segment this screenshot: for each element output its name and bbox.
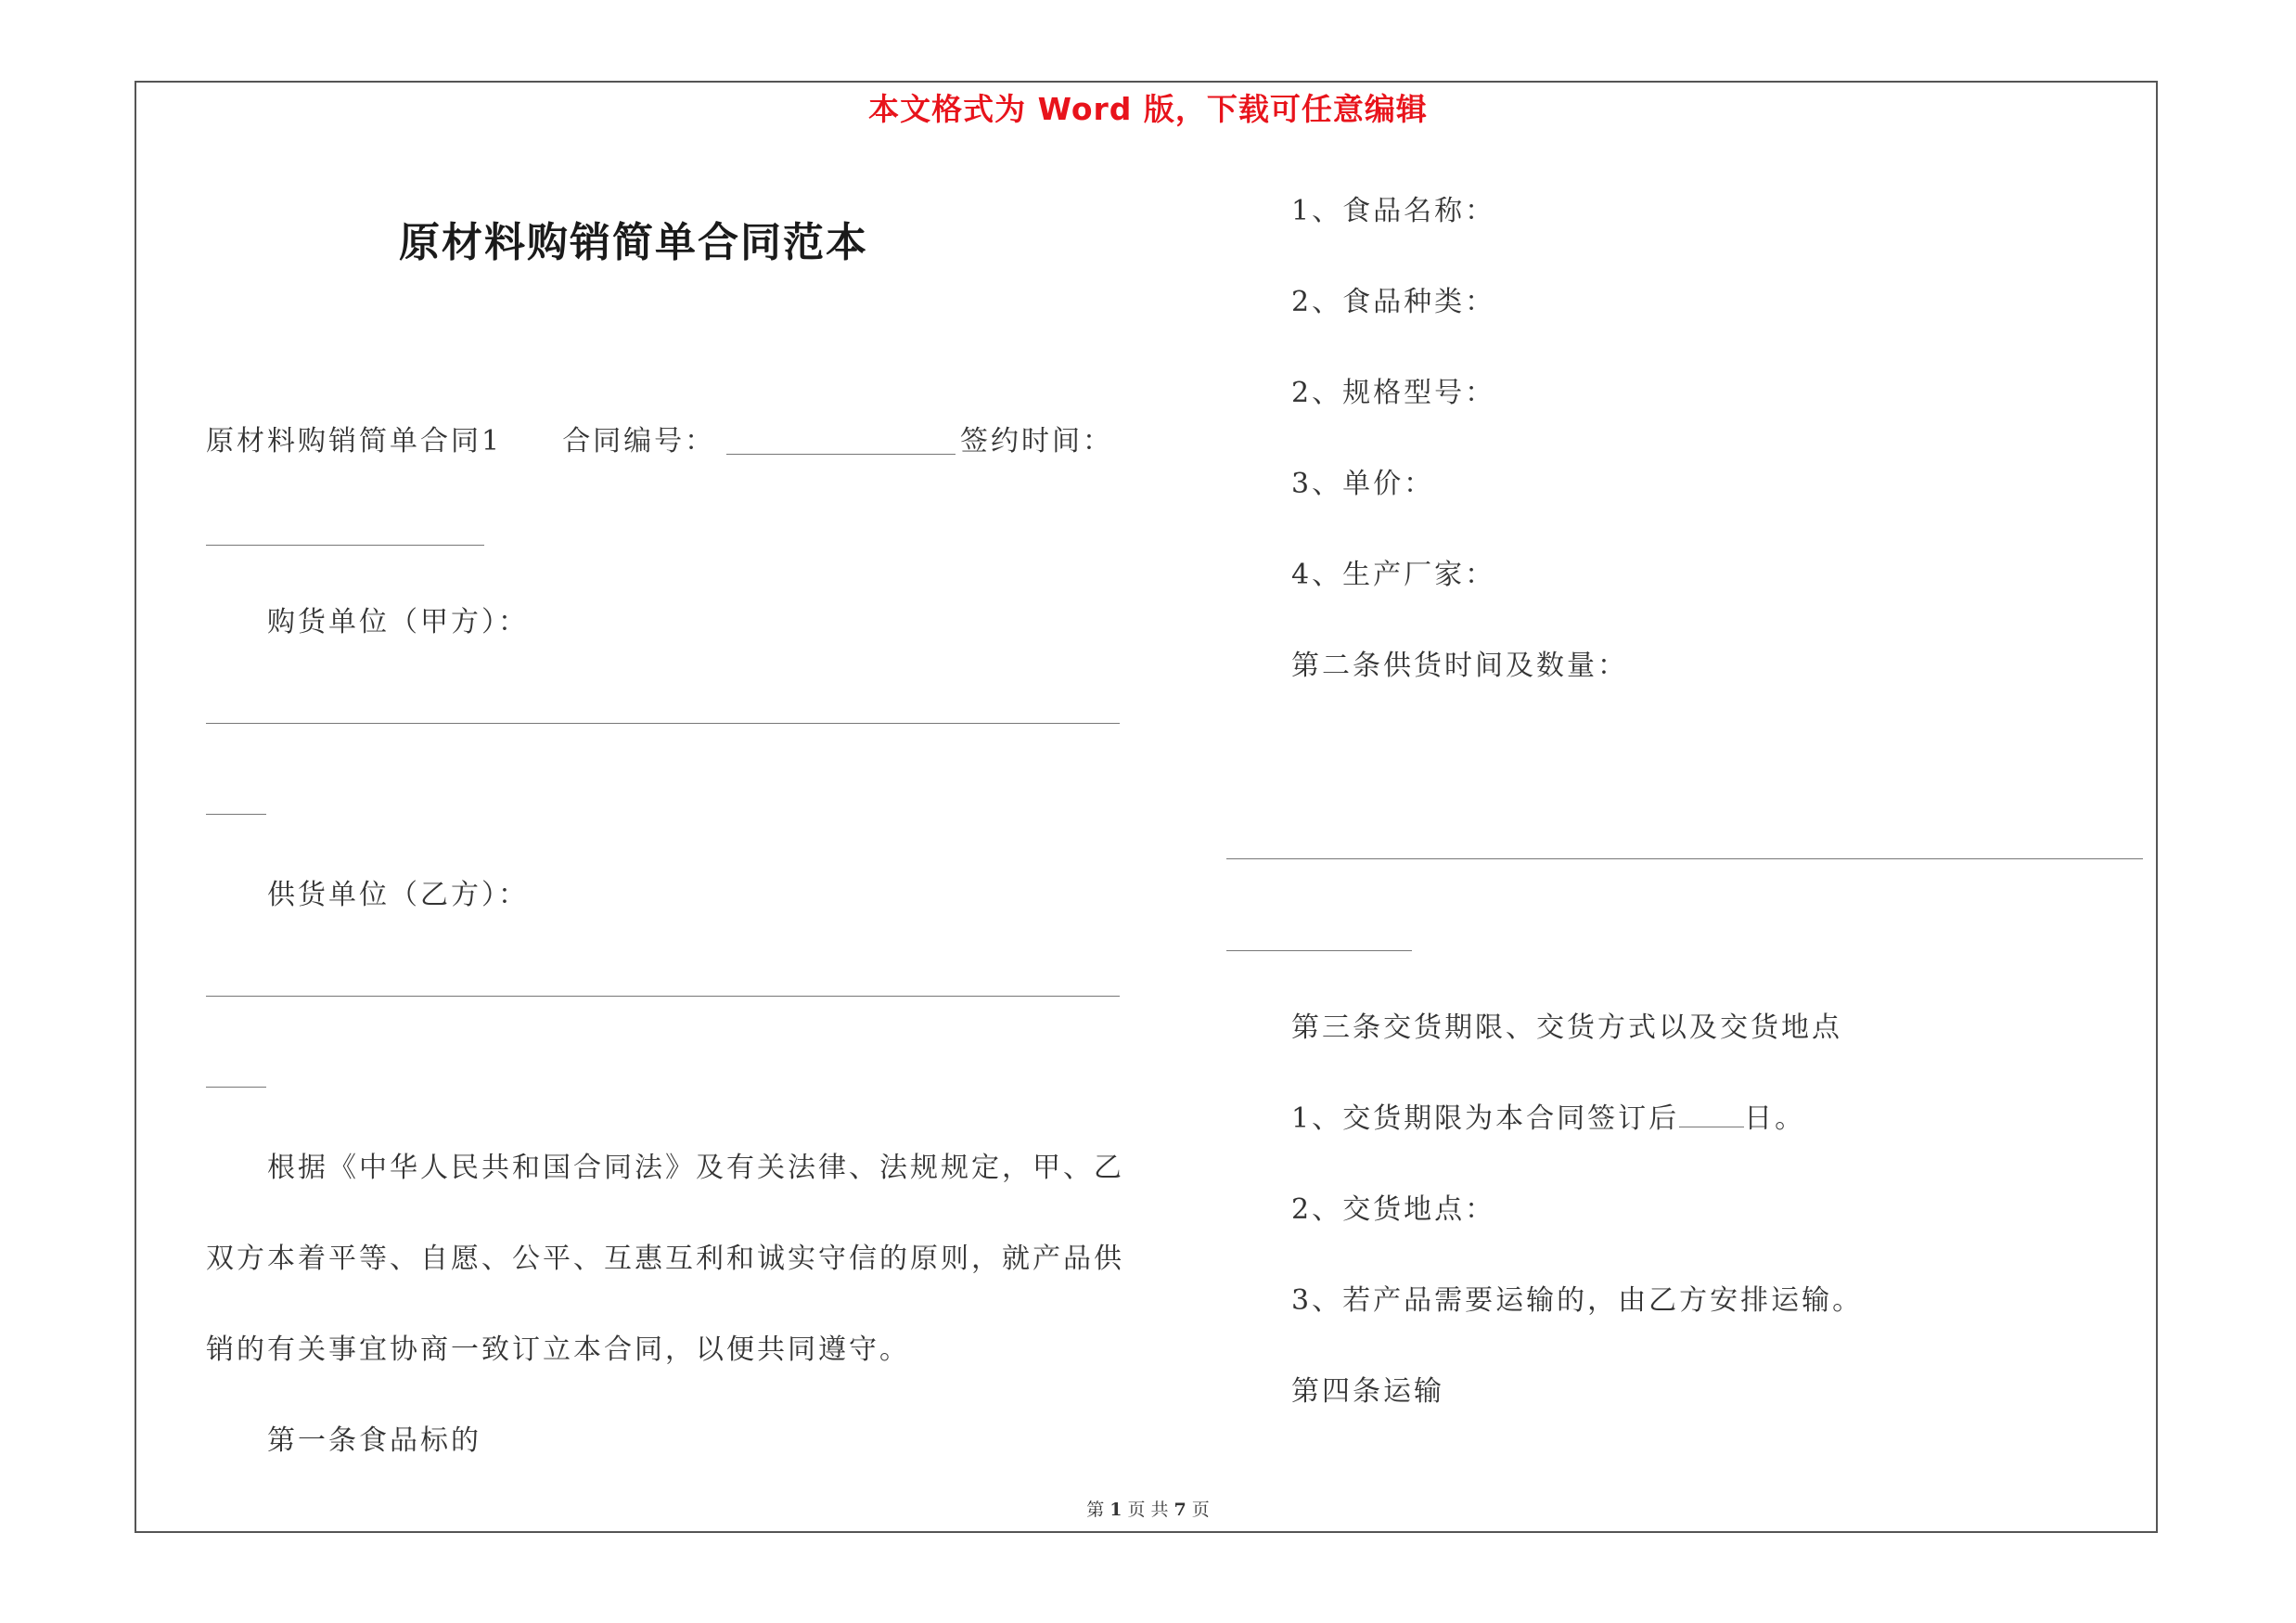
article-2-heading: 第二条供货时间及数量： (1291, 650, 1628, 682)
contract-no-blank (726, 454, 956, 455)
sign-time-label: 签约时间： (960, 425, 1113, 457)
delivery-transport: 3、若产品需要运输的，由乙方安排运输。 (1291, 1284, 1864, 1317)
item-manufacturer: 4、生产厂家： (1291, 559, 1496, 591)
contract-no-label: 合同编号： (562, 425, 716, 457)
seller-label: 供货单位（乙方）： (267, 879, 529, 911)
delivery-term-text: 1、交货期限为本合同签订后 (1291, 1102, 1680, 1135)
buyer-blank-tail (206, 814, 266, 815)
article-1-heading: 第一条食品标的 (267, 1424, 481, 1457)
article-3-heading: 第三条交货期限、交货方式以及交货地点 (1291, 1011, 1842, 1044)
delivery-place: 2、交货地点： (1291, 1193, 1496, 1226)
delivery-term-line (1291, 1101, 1805, 1138)
preamble-line-1: 根据《中华人民共和国合同法》及有关法律、法规规定，甲、乙 (267, 1152, 1124, 1184)
item-spec-model: 2、规格型号： (1291, 377, 1496, 409)
preamble-line-2: 双方本着平等、自愿、公平、互惠互利和诚实守信的原则，就产品供 (206, 1243, 1124, 1275)
word-format-banner: 本文格式为 Word 版，下载可任意编辑 (868, 91, 1428, 127)
footer-suffix: 页 (1191, 1500, 1210, 1520)
footer-total-pages: 7 (1174, 1500, 1186, 1520)
delivery-term-suffix: 日。 (1744, 1102, 1806, 1135)
supply-blank-line (1226, 858, 2143, 859)
item-food-name: 1、食品名称： (1291, 195, 1496, 227)
seller-blank-tail (206, 1087, 266, 1088)
item-food-type: 2、食品种类： (1291, 286, 1496, 318)
buyer-label: 购货单位（甲方）： (267, 606, 529, 638)
contract-heading: 原材料购销简单合同1 (206, 425, 503, 457)
footer-page-number: 1 (1110, 1500, 1122, 1520)
preamble-line-3: 销的有关事宜协商一致订立本合同，以便共同遵守。 (206, 1333, 910, 1366)
footer-prefix: 第 (1086, 1500, 1105, 1520)
article-4-heading: 第四条运输 (1291, 1375, 1444, 1408)
buyer-blank-line (206, 723, 1120, 724)
contract-intro-line (206, 423, 715, 460)
delivery-days-blank (1679, 1101, 1744, 1127)
document-title: 原材料购销简单合同范本 (399, 219, 868, 266)
footer-middle: 页 共 (1127, 1500, 1169, 1520)
page-footer (0, 1496, 2296, 1521)
seller-blank-line (206, 996, 1120, 997)
supply-blank-tail (1226, 950, 1412, 951)
sign-time-blank (206, 545, 484, 546)
item-unit-price: 3、单价： (1291, 468, 1435, 500)
